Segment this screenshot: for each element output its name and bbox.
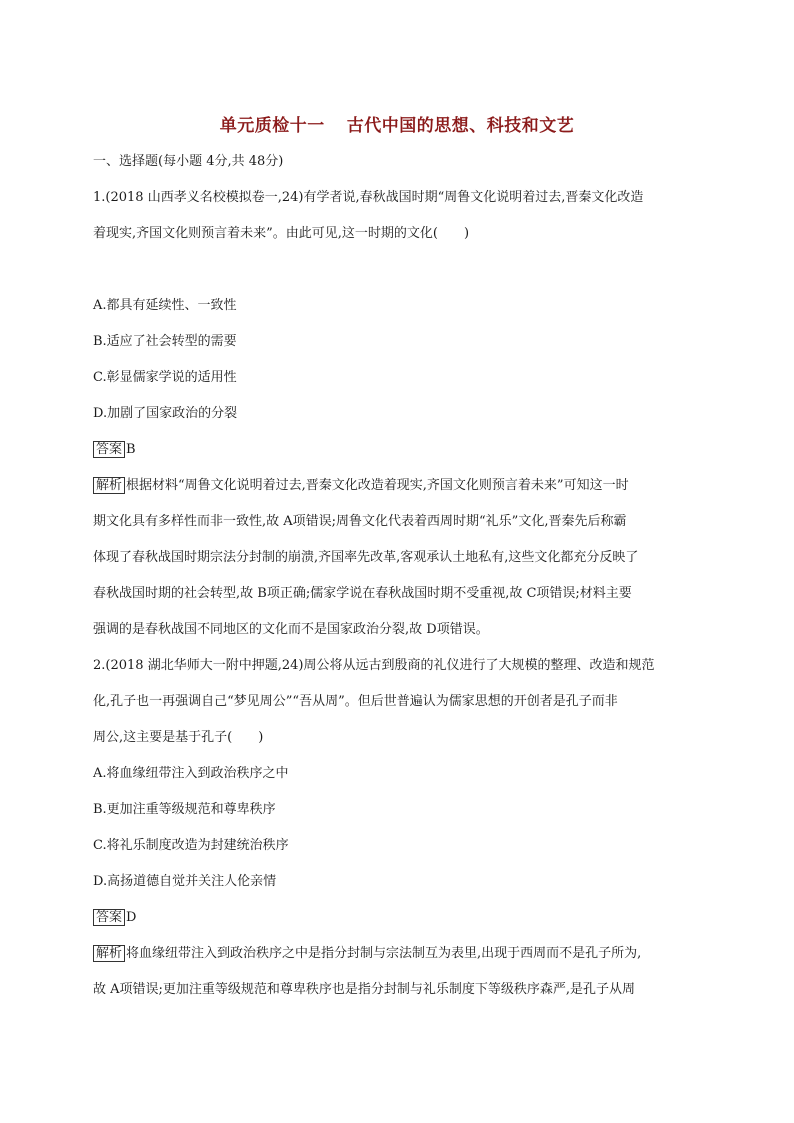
analysis-text: 根据材料“周鲁文化说明着过去,晋秦文化改造着现实,齐国文化则预言着未来”可知这一时 — [126, 478, 629, 493]
q1-option-c: C.彰显儒家学说的适用性 — [93, 370, 237, 385]
q2-stem-line2: 化,孔子也一再强调自己“梦见周公”“吾从周”。但后世普遍认为儒家思想的开创者是孔子而非 — [93, 694, 618, 709]
page-title — [0, 111, 794, 136]
q2-option-c: C.将礼乐制度改造为封建统治秩序 — [93, 838, 289, 853]
analysis-tag: 解析 — [93, 477, 125, 494]
q1-option-b: B.适应了社会转型的需要 — [93, 334, 237, 349]
title-part1: 单元质检十一 — [219, 116, 325, 136]
q1-stem-line2: 着现实,齐国文化则预言着未来”。由此可见,这一时期的文化( ) — [93, 226, 470, 241]
q2-option-d: D.高扬道德自觉并关注人伦亲情 — [93, 874, 277, 889]
q1-option-a: A.都具有延续性、一致性 — [93, 298, 237, 313]
q2-option-a: A.将血缘纽带注入到政治秩序之中 — [93, 766, 289, 781]
q1-analysis-line1 — [93, 477, 703, 495]
analysis-tag: 解析 — [93, 945, 125, 962]
q2-answer — [93, 909, 703, 927]
answer-tag: 答案 — [93, 441, 125, 458]
q2-stem-line1: 2.(2018 湖北华师大一附中押题,24)周公将从远古到殷商的礼仪进行了大规模的整理、改造和规范 — [93, 658, 655, 673]
q2-analysis-line2: 故 A项错误;更加注重等级规范和尊卑秩序也是指分封制与礼乐制度下等级秩序森严,是孔子从周 — [93, 982, 636, 997]
analysis-text: 将血缘纽带注入到政治秩序之中是指分封制与宗法制互为表里,出现于西周而不是孔子所为, — [126, 946, 642, 961]
q1-option-d: D.加剧了国家政治的分裂 — [93, 406, 238, 421]
q2-stem-line3: 周公,这主要是基于孔子( ) — [93, 730, 264, 745]
q1-analysis-line2: 期文化具有多样性而非一致性,故 A项错误;周鲁文化代表着西周时期“礼乐”文化,晋秦先后称霸 — [93, 514, 627, 529]
answer-tag: 答案 — [93, 909, 125, 926]
q1-analysis-line4: 春秋战国时期的社会转型,故 B项正确;儒家学说在春秋战国时期不受重视,故 C项错误;材料主要 — [93, 586, 632, 601]
answer-value: D — [126, 910, 137, 925]
q2-analysis-line1 — [93, 945, 703, 963]
title-part2: 古代中国的思想、科技和文艺 — [346, 116, 575, 136]
q1-analysis-line5: 强调的是春秋战国不同地区的文化而不是国家政治分裂,故 D项错误。 — [93, 622, 489, 637]
q1-analysis-line3: 体现了春秋战国时期宗法分封制的崩溃,齐国率先改革,客观承认土地私有,这些文化都充分反映了 — [93, 550, 639, 565]
q1-answer — [93, 441, 703, 459]
q1-stem-line1: 1.(2018 山西孝义名校模拟卷一,24)有学者说,春秋战国时期“周鲁文化说明着过去,晋秦文化改造 — [93, 190, 644, 205]
q2-option-b: B.更加注重等级规范和尊卑秩序 — [93, 802, 276, 817]
answer-value: B — [126, 442, 136, 457]
section-heading: 一、选择题(每小题 4分,共 48分) — [93, 154, 284, 169]
